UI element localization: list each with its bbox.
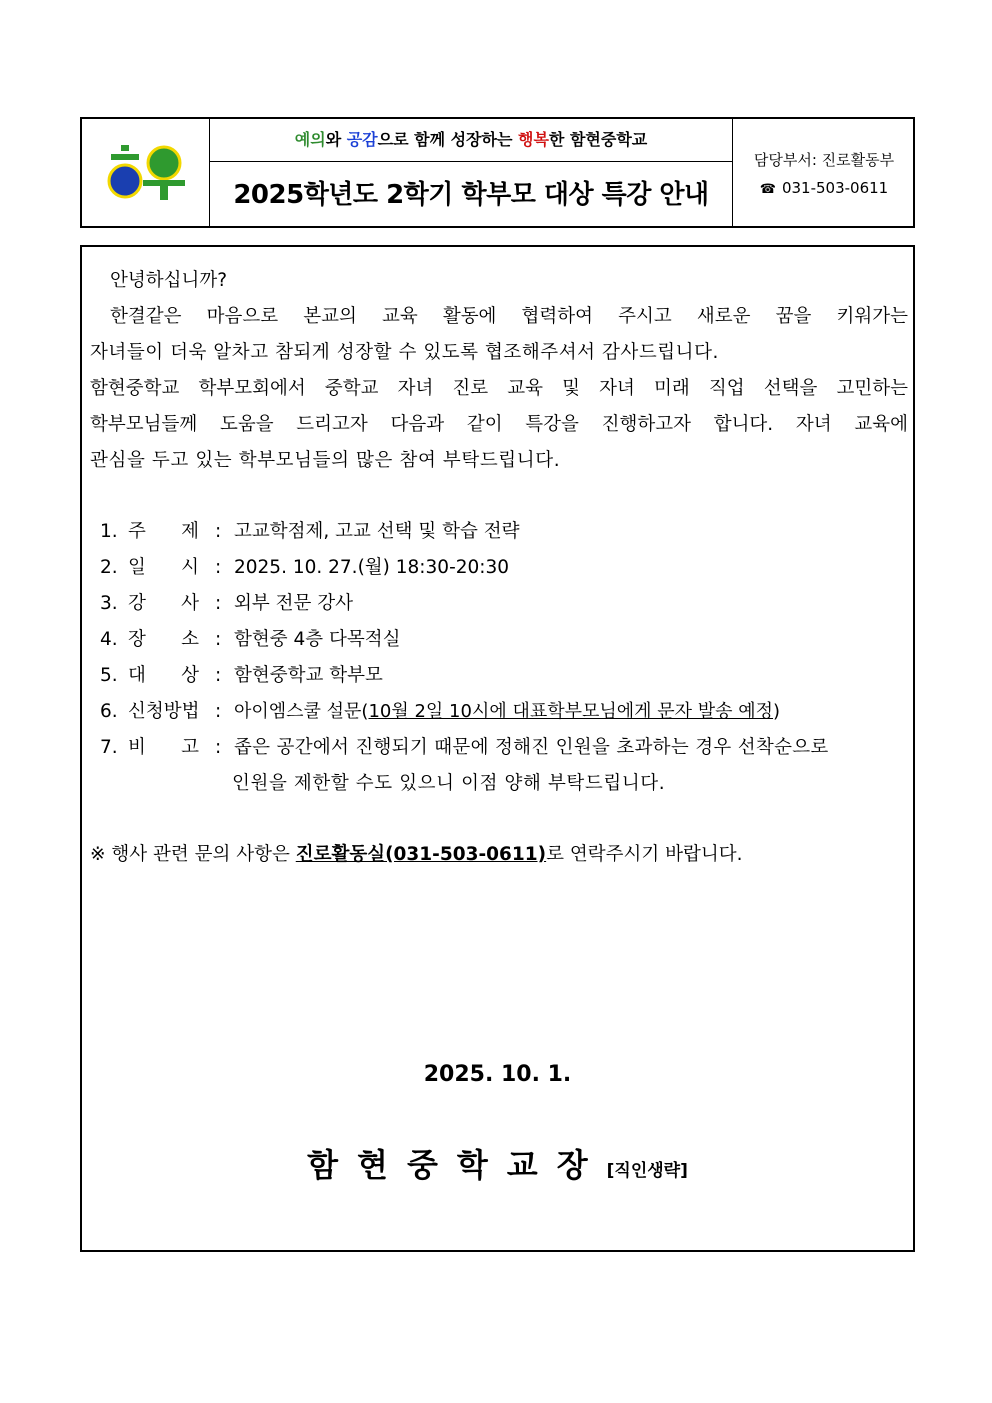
item-colon: : <box>215 737 222 758</box>
paragraph-line: 자녀들이 더욱 알차고 참되게 성장할 수 있도록 협조해주셔서 감사드립니다. <box>90 342 719 363</box>
item-colon: : <box>215 521 222 542</box>
item-number: 3. <box>100 593 118 614</box>
item-topic <box>82 520 912 544</box>
logo-cell <box>82 119 210 226</box>
phone-number <box>733 179 915 197</box>
item-audience <box>82 664 912 688</box>
contact-info: 진로활동실(031-503-0611) <box>295 844 547 865</box>
inquiry-note <box>90 843 742 867</box>
phone-text: 031-503-0611 <box>781 179 889 197</box>
item-lecturer <box>82 592 912 616</box>
application-paren: ) <box>773 701 781 722</box>
letter-body <box>80 245 915 1252</box>
item-number: 4. <box>100 629 118 650</box>
item-value: 함현중학교 학부모 <box>234 665 383 686</box>
principal-name: 함현중학교장 <box>307 1146 607 1184</box>
item-label: 강 사 <box>128 593 200 614</box>
item-colon: : <box>215 629 222 650</box>
item-label: 일 시 <box>128 557 200 578</box>
item-colon: : <box>215 593 222 614</box>
paragraph-line: 학부모님들께 도움을 드리고자 다음과 같이 특강을 진행하고자 합니다. 자녀 교육에 <box>90 414 908 435</box>
slogan-word-happiness: 행복 <box>518 130 549 149</box>
paragraph-line: 관심을 두고 있는 학부모님들의 많은 참여 부탁드립니다. <box>90 450 561 471</box>
item-value: 2025. 10. 27.(월) 18:30-20:30 <box>234 557 510 578</box>
slogan-word-empathy: 공감 <box>346 130 378 149</box>
item-label: 신청방법 <box>128 701 200 722</box>
document-title: 2025학년도 2학기 학부모 대상 특강 안내 <box>233 180 709 210</box>
slogan-word-courtesy: 예의 <box>294 130 326 149</box>
application-notice: 10월 2일 10시에 대표학부모님에게 문자 발송 예정 <box>368 701 774 722</box>
item-remarks-continued: 인원을 제한할 수도 있으니 이점 양해 부탁드립니다. <box>232 773 666 794</box>
contact-cell <box>733 119 915 226</box>
note-suffix: 로 연락주시기 바랍니다. <box>546 844 743 865</box>
item-datetime <box>82 556 912 580</box>
telephone-icon: ☎ <box>759 182 776 197</box>
document-header <box>80 117 915 228</box>
note-prefix: ※ 행사 관련 문의 사항은 <box>90 844 296 865</box>
principal-signature <box>82 1140 913 1186</box>
greeting: 안녕하십니까? <box>110 270 228 291</box>
application-method: 아이엠스쿨 설문( <box>234 701 369 722</box>
item-remarks <box>82 736 912 760</box>
item-value: 고교학점제, 고교 선택 및 학습 전략 <box>234 521 520 542</box>
department-label: 담당부서: 진로활동부 <box>753 151 895 169</box>
item-application <box>82 700 912 724</box>
school-logo-icon <box>107 143 187 203</box>
item-value: 외부 전문 강사 <box>234 593 353 614</box>
item-value <box>234 700 780 724</box>
item-label: 대 상 <box>128 665 200 686</box>
issue-date: 2025. 10. 1. <box>423 1062 572 1087</box>
item-colon: : <box>215 557 222 578</box>
item-number: 6. <box>100 701 118 722</box>
item-number: 1. <box>100 521 118 542</box>
item-value: 함현중 4층 다목적실 <box>234 629 401 650</box>
item-number: 2. <box>100 557 118 578</box>
item-number: 5. <box>100 665 118 686</box>
item-label: 장 소 <box>128 629 200 650</box>
item-venue <box>82 628 912 652</box>
stamp-omitted-note: [직인생략] <box>606 1161 688 1181</box>
slogan-text: 으로 함께 성장하는 <box>377 130 518 149</box>
item-value: 좁은 공간에서 진행되기 때문에 정해진 인원을 초과하는 경우 선착순으로 <box>234 737 829 758</box>
school-slogan <box>210 119 732 162</box>
paragraph-line: 함현중학교 학부모회에서 중학교 자녀 진로 교육 및 자녀 미래 직업 선택을 고민하는 <box>90 378 908 399</box>
item-colon: : <box>215 701 222 722</box>
paragraph-line: 한결같은 마음으로 본교의 교육 활동에 협력하여 주시고 새로운 꿈을 키워가는 <box>110 306 908 327</box>
item-number: 7. <box>100 737 118 758</box>
slogan-text: 와 <box>325 130 347 149</box>
title-cell <box>210 119 733 226</box>
slogan-text: 한 함현중학교 <box>548 130 648 149</box>
item-label: 비 고 <box>128 737 200 758</box>
item-label: 주 제 <box>128 521 200 542</box>
item-colon: : <box>215 665 222 686</box>
